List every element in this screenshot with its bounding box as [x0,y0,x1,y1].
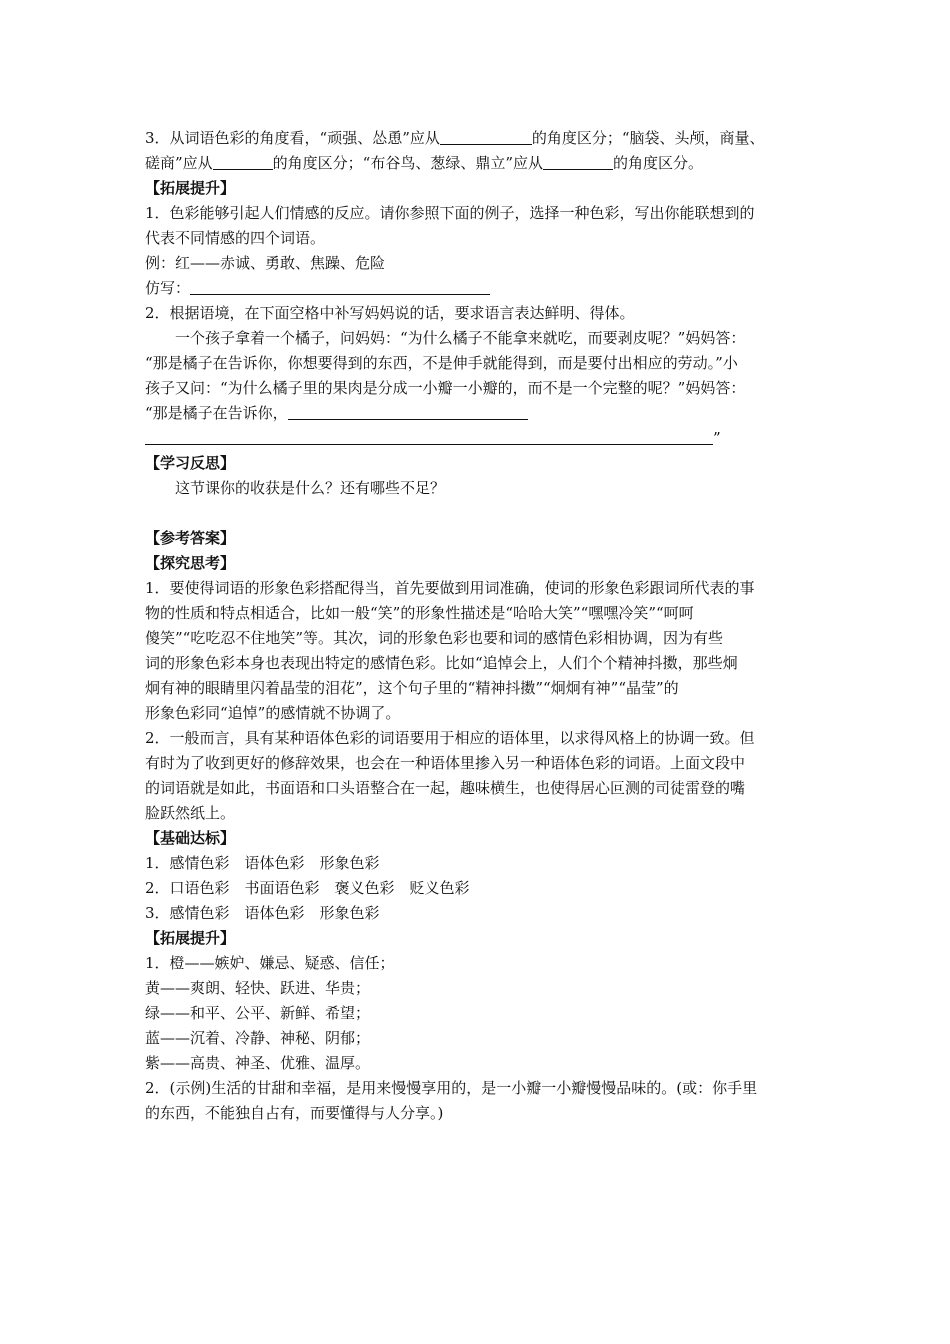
basic-answer: 3．感情色彩 语体色彩 形象色彩 [145,904,380,922]
expand-answers-heading: 【拓展提升】 [145,929,236,947]
imitate-blank[interactable] [190,278,490,295]
expand-answer: 1．橙——嫉妒、嫌忌、疑惑、信任； [145,954,395,972]
expand-answer: 黄——爽朗、轻快、跃进、华贵； [145,979,371,997]
q3-text-c: 磋商”应从 [145,154,213,172]
basic-answer: 2．口语色彩 书面语色彩 褒义色彩 贬义色彩 [145,879,470,897]
answer-1-line: 炯有神的眼睛里闪着晶莹的泪花”，这个句子里的“精神抖擞”“炯炯有神”“晶莹”的 [145,679,679,697]
answer-blank[interactable] [213,153,273,170]
expand-example: 例：红——赤诚、勇敢、焦躁、危险 [145,254,386,272]
expand-answer: 绿——和平、公平、新鲜、希望； [145,1004,371,1022]
expand-heading: 【拓展提升】 [145,179,236,197]
expand-answer: 的东西，不能独自占有，而要懂得与人分享。) [145,1104,444,1122]
answer-2-line: 有时为了收到更好的修辞效果，也会在一种语体里掺入另一种语体色彩的词语。上面文段中 [145,754,746,772]
expand-q2-para2: “那是橘子在告诉你，你想要得到的东西，不是伸手就能得到，而是要付出相应的劳动。”小 [145,354,738,372]
answer-2-line: 脸跃然纸上。 [145,804,236,822]
expand-answer: 2．(示例)生活的甘甜和幸福，是用来慢慢享用的，是一小瓣一小瓣慢慢品味的。(或：你手里 [145,1079,758,1097]
document-page [145,126,810,1126]
q3-text-d: 的角度区分；“布谷鸟、葱绿、鼎立”应从 [272,154,544,172]
imitate-label: 仿写： [145,279,191,297]
expand-q1-line2: 代表不同情感的四个词语。 [145,229,326,247]
answer-1-line: 傻笑”“吃吃忍不住地笑”等。其次，词的形象色彩也要和词的感情色彩相协调，因为有些 [145,629,724,647]
q3-text-a: 3．从词语色彩的角度看，“顽强、怂恿”应从 [145,129,440,147]
answers-heading: 【参考答案】 [145,529,236,547]
answer-blank[interactable] [543,153,613,170]
basic-heading: 【基础达标】 [145,829,236,847]
answer-1-line: 形象色彩同“追悼”的感情就不协调了。 [145,704,401,722]
q3-text-b: 的角度区分；“脑袋、头颅，商量、 [531,129,765,147]
answer-2-line: 2．一般而言，具有某种语体色彩的词语要用于相应的语体里，以求得风格上的协调一致。但 [145,729,755,747]
expand-q2-para1: 一个孩子拿着一个橘子，问妈妈：“为什么橘子不能拿来就吃，而要剥皮呢？”妈妈答： [175,329,746,347]
q3-text-e: 的角度区分。 [613,154,704,172]
expand-q2-line1: 2．根据语境，在下面空格中补写妈妈说的话，要求语言表达鲜明、得体。 [145,304,635,322]
expand-q2-para4 [145,401,810,426]
answer-2-line: 的词语就是如此，书面语和口头语整合在一起，趣味横生，也使得居心叵测的司徒雷登的嘴 [145,779,746,797]
answer-1-line: 物的性质和特点相适合，比如一般“笑”的形象性描述是“哈哈大笑”“嘿嘿冷笑”“呵呵 [145,604,694,622]
basic-answer: 1．感情色彩 语体色彩 形象色彩 [145,854,380,872]
answer-1-line: 词的形象色彩本身也表现出特定的感情色彩。比如“追悼会上，人们个个精神抖擞，那些炯 [145,654,738,672]
reflect-text: 这节课你的收获是什么？还有哪些不足？ [175,479,446,497]
answer-blank[interactable] [440,128,532,145]
answer-1-line: 1．要使得词语的形象色彩搭配得当，首先要做到用词准确，使词的形象色彩跟词所代表的事 [145,579,755,597]
mother-answer-line[interactable] [145,430,713,445]
expand-q1-line1: 1．色彩能够引起人们情感的反应。请你参照下面的例子，选择一种色彩，写出你能联想到的 [145,204,755,222]
closing-quote: ” [713,429,721,447]
q2-para4-text: “那是橘子在告诉你， [145,404,288,422]
spacer [145,501,810,526]
expand-answer: 蓝——沉着、冷静、神秘、阴郁； [145,1029,371,1047]
expand-q2-fullline [145,426,810,451]
expand-imitate [145,276,810,301]
reflect-heading: 【学习反思】 [145,454,236,472]
explore-heading: 【探究思考】 [145,554,236,572]
expand-answer: 紫——高贵、神圣、优雅、温厚。 [145,1054,371,1072]
expand-q2-para3: 孩子又问：“为什么橘子里的果肉是分成一小瓣一小瓣的，而不是一个完整的呢？”妈妈答： [145,379,746,397]
mother-answer-blank[interactable] [288,403,528,420]
question-3 [145,126,810,176]
